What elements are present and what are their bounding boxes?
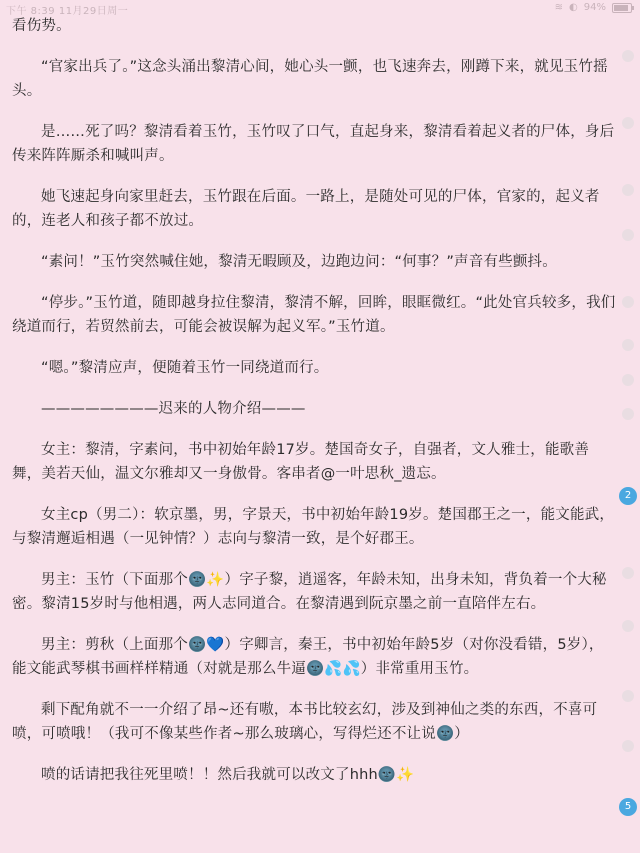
comment-dot[interactable] [622, 296, 634, 308]
comment-dot[interactable] [622, 117, 634, 129]
comment-dot[interactable] [622, 690, 634, 702]
paragraph-12: 剩下配角就不一一介绍了昂~还有嗷，本书比较玄幻，涉及到神仙之类的东西，不喜可喷，可喷哦！（我可不像某些作者~那么玻璃心，写得烂还不让说🌚） [12, 702, 598, 742]
paragraph-9: 女主cp（男二）：软京墨，男，字景天，书中初始年龄19岁。楚国郡王之一，能文能武，与黎清邂逅相遇（一见钟情？）志向与黎清一致，是个好郡王。 [12, 507, 615, 547]
paragraph-1: “官家出兵了。”这念头涌出黎清心间，她心头一颤，也飞速奔去，刚蹲下来，就见玉竹摇头。 [12, 59, 608, 99]
paragraph-8: 女主：黎清，字素问，书中初始年龄17岁。楚国奇女子，自强者，文人雅士，能歌善舞，美若天仙，温文尔雅却又一身傲骨。客串者@一叶思秋_遗忘。 [12, 442, 590, 482]
comment-dot[interactable] [622, 374, 634, 386]
comment-dot[interactable] [622, 184, 634, 196]
paragraph-6: “嗯。”黎清应声，便随着玉竹一同绕道而行。 [41, 360, 329, 376]
section-divider: ————————迟来的人物介绍——— [41, 401, 306, 417]
battery-percent: 94% [583, 2, 606, 13]
paragraph-13: 喷的话请把我往死里喷！！然后我就可以改文了hhh🌚✨ [41, 767, 415, 783]
comment-dot[interactable] [622, 620, 634, 632]
status-date: 11月29日周一 [58, 6, 129, 17]
paragraph-comment-rail [610, 0, 640, 853]
comment-dot[interactable] [622, 339, 634, 351]
comment-dot[interactable] [622, 408, 634, 420]
reader-content [12, 14, 618, 804]
comment-dot[interactable] [622, 50, 634, 62]
paragraph-5: “停步。”玉竹道，随即越身拉住黎清，黎清不解，回眸，眼眶微红。“此处官兵较多，我们绕道而行，若贸然前去，可能会被误解为起义军。”玉竹道。 [12, 295, 616, 335]
lock-icon: ◐ [569, 2, 578, 13]
status-time: 下午 8:39 [6, 6, 56, 17]
comment-dot[interactable] [622, 740, 634, 752]
paragraph-0: 看伤势。 [12, 18, 71, 34]
paragraph-10: 男主：玉竹（下面那个🌚✨）字子黎，逍遥客，年龄未知，出身未知，背负着一个大秘密。黎清15岁时与他相遇，两人志同道合。在黎清遇到阮京墨之前一直陪伴左右。 [12, 572, 607, 612]
comment-count-badge[interactable]: 2 [619, 487, 637, 505]
paragraph-2: 是……死了吗？黎清看着玉竹，玉竹叹了口气，直起身来，黎清看着起义者的尸体，身后传来阵阵厮杀和喊叫声。 [12, 124, 615, 164]
comment-count-badge[interactable]: 5 [619, 798, 637, 816]
paragraph-4: “素问！”玉竹突然喊住她，黎清无暇顾及，边跑边问：“何事？”声音有些颤抖。 [41, 254, 557, 270]
paragraph-3: 她飞速起身向家里赶去，玉竹跟在后面。一路上，是随处可见的尸体，官家的，起义者的，连老人和孩子都不放过。 [12, 189, 600, 229]
paragraph-11: 男主：剪秋（上面那个🌚💙）字卿言，秦王，书中初始年龄5岁（对你没看错，5岁），能文能武琴棋书画样样精通（对就是那么牛逼🌚💦💦）非常重用玉竹。 [12, 637, 604, 677]
comment-dot[interactable] [622, 567, 634, 579]
wifi-icon: ≋ [554, 2, 564, 13]
comment-dot[interactable] [622, 229, 634, 241]
